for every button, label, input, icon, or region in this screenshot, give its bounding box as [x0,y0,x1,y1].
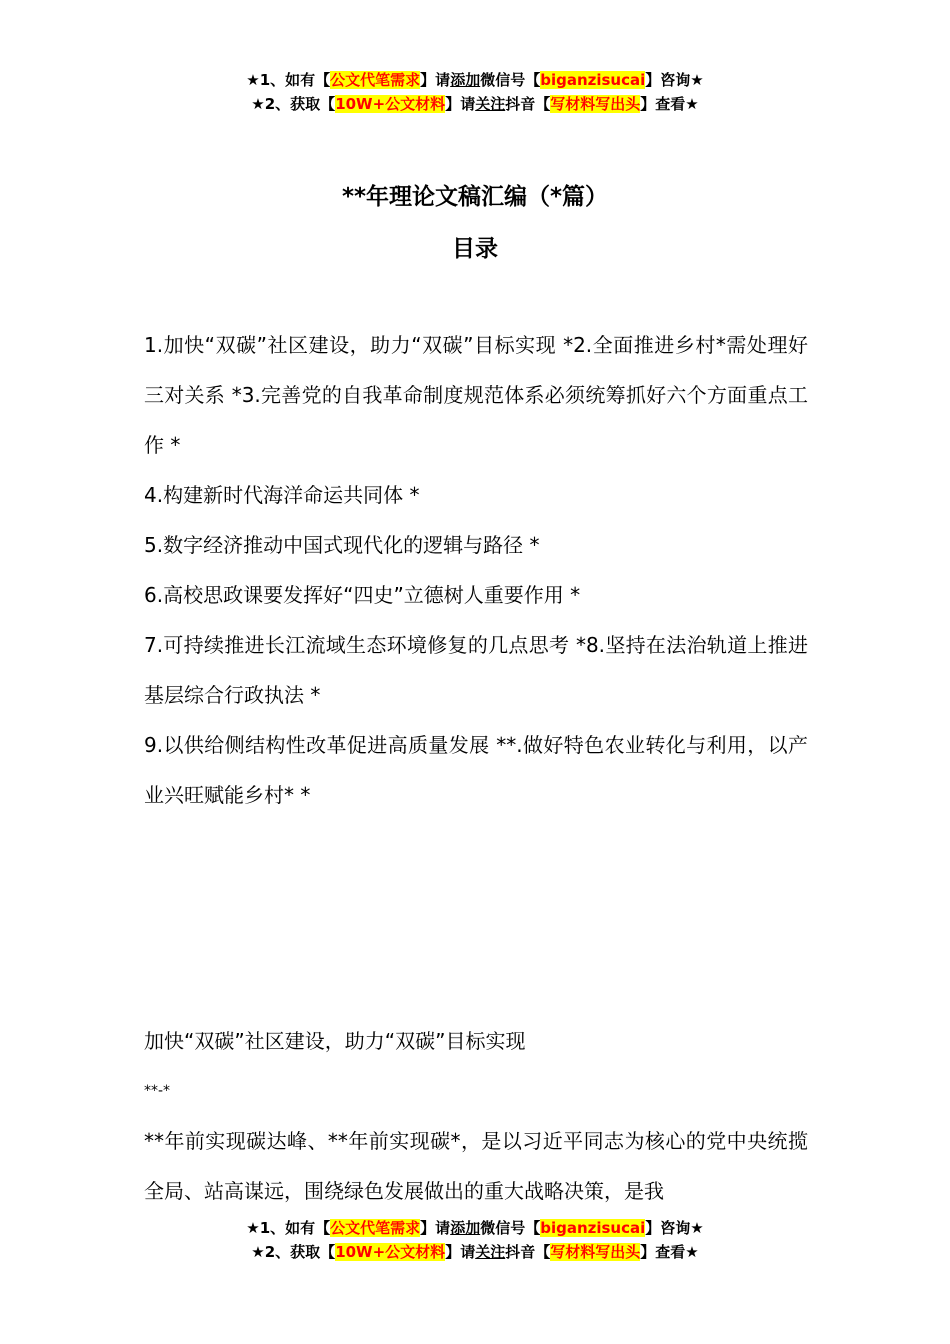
banner-text: ★1、如有【 [246,71,331,89]
banner-highlight: 10W+公文材料 [335,95,446,113]
banner-text: ★1、如有【 [246,1219,331,1237]
banner-highlight: 公文代笔需求 [330,1219,421,1237]
banner-underlined: 添加 [450,71,481,89]
banner-highlight: 10W+公文材料 [335,1243,446,1261]
banner-underlined: 添加 [450,1219,481,1237]
banner-text: 】请 [445,1243,476,1261]
toc-entry[interactable]: 7.可持续推进长江流域生态环境修复的几点思考 *8.坚持在法治轨道上推进基层综合行政执法 * [144,633,808,707]
toc-entry[interactable]: 5.数字经济推动中国式现代化的逻辑与路径 * [144,533,540,557]
article-byline: **-* [144,1083,171,1099]
banner-line-2 [0,92,950,116]
article [144,1016,808,1216]
banner-douyin-id: 写材料写出头 [550,95,641,113]
banner-text: 微信号【 [480,71,541,89]
toc-entry[interactable]: 6.高校思政课要发挥好“四史”立德树人重要作用 * [144,583,581,607]
banner-text: 】请 [420,1219,451,1237]
banner-wechat-id: biganzisucai [540,1219,646,1237]
toc-entry[interactable]: 1.加快“双碳”社区建设，助力“双碳”目标实现 *2.全面推进乡村*需处理好三对关系 *3.完善党的自我革命制度规范体系必须统筹抓好六个方面重点工作 * [144,333,808,457]
banner-douyin-id: 写材料写出头 [550,1243,641,1261]
banner-highlight: 公文代笔需求 [330,71,421,89]
document-title: **年理论文稿汇编（*篇） [341,184,609,210]
banner-text: ★2、获取【 [251,95,336,113]
banner-text: 】查看★ [640,1243,699,1261]
toc-heading: 目录 [452,236,498,262]
toc-entry[interactable]: 4.构建新时代海洋命运共同体 * [144,483,420,507]
banner-text: 】咨询★ [645,1219,704,1237]
banner-text: 】查看★ [640,95,699,113]
banner-text: 】请 [420,71,451,89]
banner-underlined: 关注 [475,95,506,113]
banner-text: 】咨询★ [645,71,704,89]
article-paragraph: **年前实现碳达峰、**年前实现碳*，是以习近平同志为核心的党中央统揽全局、站高谋远，围绕绿色发展做出的重大战略决策，是我 [144,1129,808,1203]
banner-line-2 [0,1240,950,1264]
banner-text: 抖音【 [505,95,551,113]
header-banner [0,68,950,116]
banner-text: 微信号【 [480,1219,541,1237]
table-of-contents [144,320,808,820]
banner-text: ★2、获取【 [251,1243,336,1261]
banner-text: 抖音【 [505,1243,551,1261]
banner-line-1 [0,68,950,92]
banner-line-1 [0,1216,950,1240]
banner-wechat-id: biganzisucai [540,71,646,89]
banner-underlined: 关注 [475,1243,506,1261]
footer-banner [0,1216,950,1264]
article-heading: 加快“双碳”社区建设，助力“双碳”目标实现 [144,1029,526,1053]
toc-entry[interactable]: 9.以供给侧结构性改革促进高质量发展 **.做好特色农业转化与利用，以产业兴旺赋能乡村* * [144,733,808,807]
banner-text: 】请 [445,95,476,113]
